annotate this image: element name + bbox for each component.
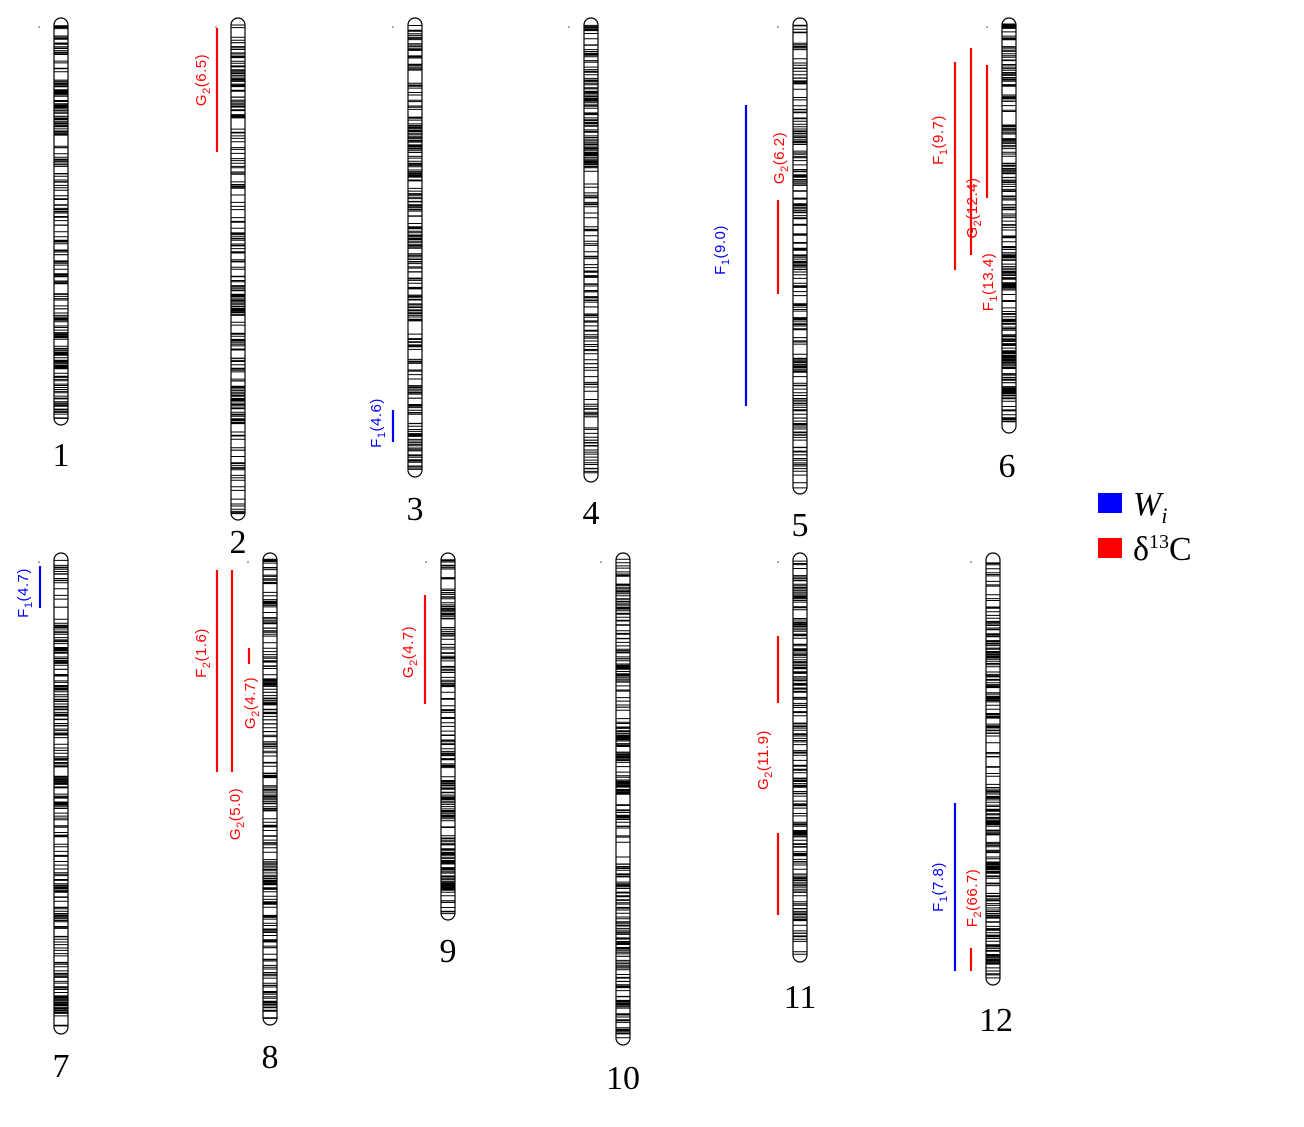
chromosome-2	[215, 18, 246, 561]
qtl-lod-value: (66.7)	[964, 868, 981, 911]
qtl-label	[400, 626, 420, 678]
chromosome-number: 10	[606, 1060, 640, 1097]
chromosome-top-dot	[600, 561, 602, 563]
qtl-d13c-chr6	[964, 48, 984, 255]
qtl-label	[964, 178, 984, 239]
chromosome-body	[793, 553, 807, 962]
qtl-lod-value: (4.7)	[242, 676, 259, 711]
qtl-lod-value: (6.2)	[771, 131, 788, 166]
chromosome-number: 12	[979, 1002, 1013, 1039]
chromosome-3	[392, 18, 423, 528]
qtl-d13c-chr11	[755, 636, 778, 915]
legend-item-d13c	[1098, 531, 1192, 568]
qtl-generation: F	[930, 155, 947, 165]
qtl-lod-value: (4.7)	[15, 568, 32, 602]
qtl-wi-chr7	[15, 566, 40, 618]
legend-label: $\delta^{13}C$	[1133, 531, 1192, 568]
qtl-lod-value: (13.4)	[980, 252, 997, 295]
qtl-label	[193, 54, 213, 106]
legend-label: $W_i$	[1133, 486, 1168, 528]
qtl-d13c-chr6	[930, 62, 955, 270]
qtl-label	[755, 730, 775, 790]
qtl-generation: F	[930, 902, 947, 912]
qtl-generation: F	[712, 265, 729, 275]
qtl-d13c-chr8	[193, 570, 217, 772]
qtl-generation: G	[755, 777, 772, 790]
qtl-generation-sub: 1	[376, 431, 388, 439]
qtl-lod-value: (9.7)	[930, 115, 947, 149]
chromosome-number: 1	[52, 437, 70, 474]
qtl-label	[368, 398, 388, 448]
qtl-generation: F	[964, 917, 981, 928]
chromosome-top-dot	[777, 561, 779, 563]
qtl-lod-value: (9.0)	[712, 225, 729, 259]
qtl-generation-sub: 2	[763, 771, 775, 778]
qtl-d13c-chr12	[964, 869, 984, 971]
qtl-generation-sub: 1	[988, 294, 1000, 302]
chromosome-top-dot	[247, 561, 249, 563]
qtl-d13c-chr8	[242, 648, 262, 729]
qtl-lod-value: (4.6)	[368, 398, 385, 432]
qtl-generation-sub: 2	[408, 659, 420, 666]
chromosome-number: 7	[52, 1048, 70, 1085]
qtl-label	[712, 225, 732, 275]
qtl-lod-value: (5.0)	[227, 787, 244, 822]
qtl-generation-sub: 2	[201, 661, 213, 669]
qtl-lod-value: (6.5)	[193, 53, 210, 88]
legend-swatch	[1098, 538, 1122, 558]
qtl-generation-sub: 1	[938, 895, 950, 903]
qtl-generation: G	[964, 226, 981, 239]
qtl-generation-sub: 2	[235, 821, 247, 828]
chromosome-top-dot	[425, 561, 427, 563]
chromosome-top-dot	[215, 26, 217, 28]
qtl-generation-sub: 1	[938, 148, 950, 156]
qtl-wi-chr3	[368, 398, 393, 448]
qtl-label	[771, 132, 791, 184]
qtl-wi-chr12	[930, 803, 955, 971]
chromosome-number: 8	[261, 1039, 279, 1076]
qtl-d13c-chr5	[771, 132, 791, 294]
qtl-lod-value: (7.8)	[930, 862, 947, 896]
chromosome-number: 5	[791, 507, 809, 544]
chromosome-11	[777, 553, 816, 1016]
qtl-generation-sub: 2	[972, 910, 984, 918]
legend	[1098, 486, 1192, 568]
chromosome-number: 11	[783, 979, 817, 1016]
chromosome-number: 6	[998, 448, 1016, 485]
qtl-label	[964, 869, 984, 927]
qtl-generation: G	[771, 171, 788, 185]
qtl-d13c-chr9	[400, 595, 425, 704]
chromosome-number: 2	[229, 524, 247, 561]
chromosome-number: 9	[439, 933, 457, 970]
chromosome-number: 3	[406, 491, 424, 528]
legend-item-wi	[1098, 486, 1167, 528]
chromosome-body	[54, 18, 68, 425]
qtl-lod-value: (4.7)	[400, 625, 417, 660]
qtl-generation-sub: 2	[201, 87, 213, 94]
qtl-generation: G	[193, 93, 210, 107]
qtl-generation-sub: 2	[250, 710, 262, 717]
chromosome-6	[986, 18, 1016, 485]
qtl-generation: F	[980, 301, 997, 312]
chromosome-12	[970, 553, 1013, 1039]
qtl-label	[242, 677, 262, 729]
qtl-generation: F	[193, 668, 210, 678]
qtl-d13c-chr6	[980, 65, 1000, 311]
chromosome-top-dot	[777, 26, 779, 28]
qtl-generation-sub: 1	[23, 601, 35, 609]
qtl-label	[930, 862, 950, 912]
chromosome-top-dot	[392, 26, 394, 28]
qtl-lod-value: (12.4)	[964, 177, 981, 220]
qtl-label	[15, 568, 35, 618]
chromosome-7	[38, 553, 69, 1085]
qtl-label	[193, 628, 213, 678]
qtl-generation: F	[368, 438, 385, 448]
qtl-label	[227, 788, 247, 840]
chromosome-top-dot	[38, 26, 40, 28]
qtl-generation: F	[15, 608, 32, 618]
qtl-lod-value: (1.6)	[193, 628, 210, 662]
chromosome-top-dot	[568, 26, 570, 28]
qtl-generation: G	[242, 716, 259, 730]
chromosome-number: 4	[582, 495, 600, 532]
qtl-d13c-chr2	[193, 28, 217, 152]
chromosome-4	[568, 18, 599, 532]
chromosome-10	[600, 553, 640, 1097]
qtl-generation-sub: 2	[972, 219, 984, 227]
chromosome-top-dot	[38, 561, 40, 563]
qtl-generation: G	[400, 665, 417, 679]
chromosome-body	[616, 553, 630, 1045]
chromosome-8	[247, 553, 278, 1076]
chromosome-top-dot	[970, 561, 972, 563]
legend-swatch	[1098, 493, 1122, 513]
chromosome-1	[38, 18, 69, 474]
qtl-generation-sub: 2	[779, 165, 791, 172]
qtl-generation: G	[227, 827, 244, 841]
qtl-lod-value: (11.9)	[755, 730, 772, 772]
qtl-label	[980, 253, 1000, 311]
qtl-label	[930, 115, 950, 165]
chromosome-9	[425, 553, 456, 970]
qtl-generation-sub: 1	[720, 258, 732, 266]
chromosome-5	[777, 18, 808, 544]
chromosome-top-dot	[986, 26, 988, 28]
qtl-wi-chr5	[712, 105, 746, 406]
